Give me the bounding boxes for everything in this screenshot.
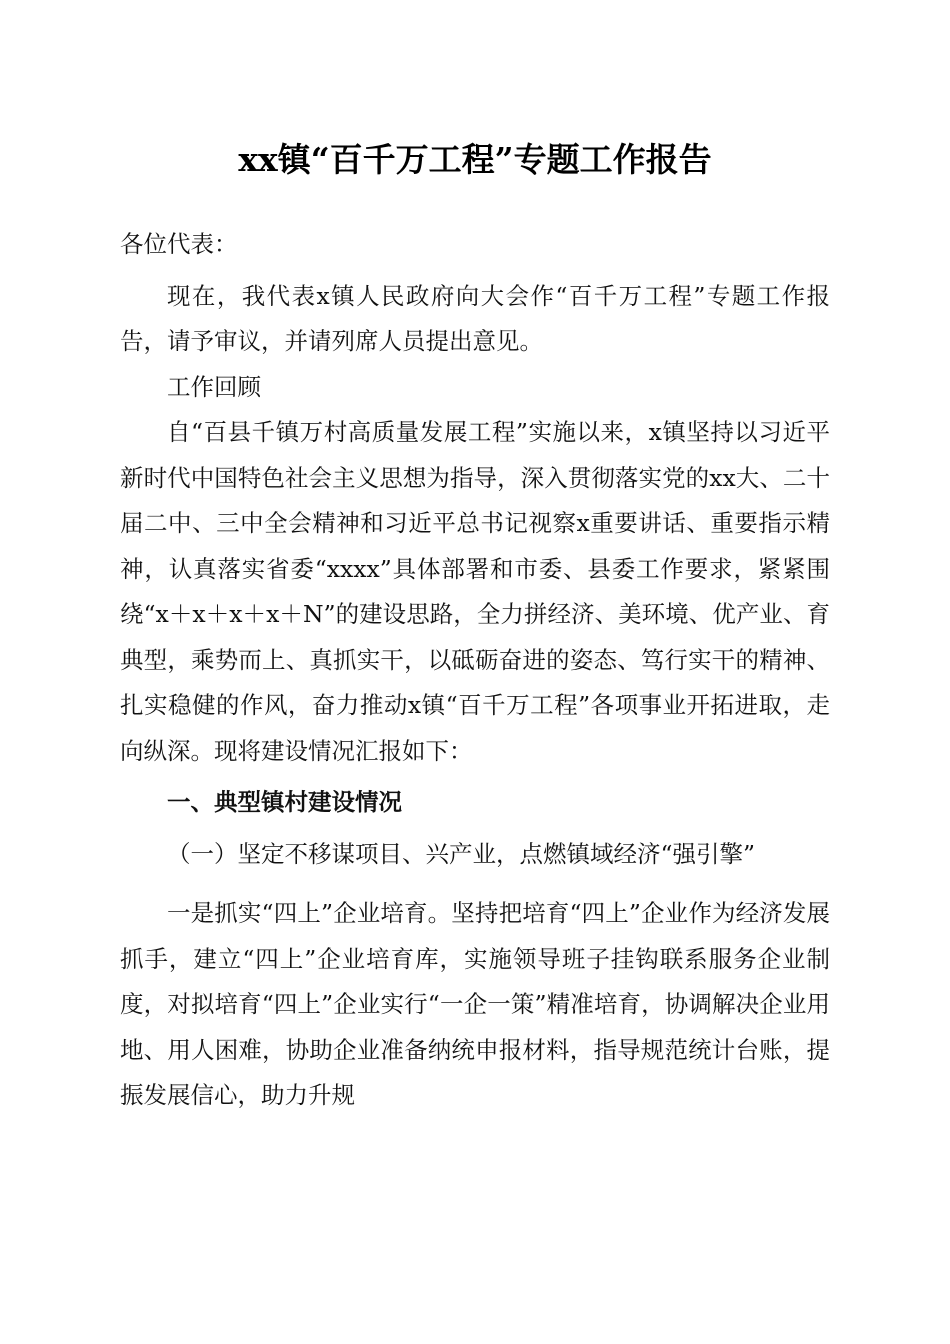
document-title: xx镇“百千万工程”专题工作报告 [238,140,712,179]
review-heading: 工作回顾 [167,372,261,401]
section-heading: 一、典型镇村建设情况 [167,788,402,816]
salutation: 各位代表： [120,230,238,258]
subsection-heading: （一）坚定不移谋项目、兴产业，点燃镇域经济“强引擎” [167,839,756,868]
review-paragraph: 自“百县千镇万村高质量发展工程”实施以来，x镇坚持以习近平新时代中国特色社会主义思想为指导，深入贯彻落实党的xx大、二十届二中、三中全会精神和习近平总书记视察x重要讲话、重要指示精神，认真落实省委“xxxx”具体部署和市委、县委工作要求，紧紧围绕“x＋x＋x＋x＋N”的建设思路，全力拼经济、美环境、优产业、育典型，乘势而上、真抓实干，以砥砺奋进的姿态、笃行实干的精神、扎实稳健的作风，奋力推动x镇“百千万工程”各项事业开拓进取，走向纵深。现将建设情况汇报如下： [120,418,830,765]
intro-paragraph: 现在，我代表x镇人民政府向大会作“百千万工程”专题工作报告，请予审议，并请列席人员提出意见。 [120,281,830,355]
document-body [120,222,830,1119]
point-paragraph: 一是抓实“四上”企业培育。坚持把培育“四上”企业作为经济发展抓手，建立“四上”企业培育库，实施领导班子挂钩联系服务企业制度，对拟培育“四上”企业实行“一企一策”精准培育，协调解决企业用地、用人困难，协助企业准备纳统申报材料，指导规范统计台账，提振发展信心，助力升规 [120,899,830,1109]
